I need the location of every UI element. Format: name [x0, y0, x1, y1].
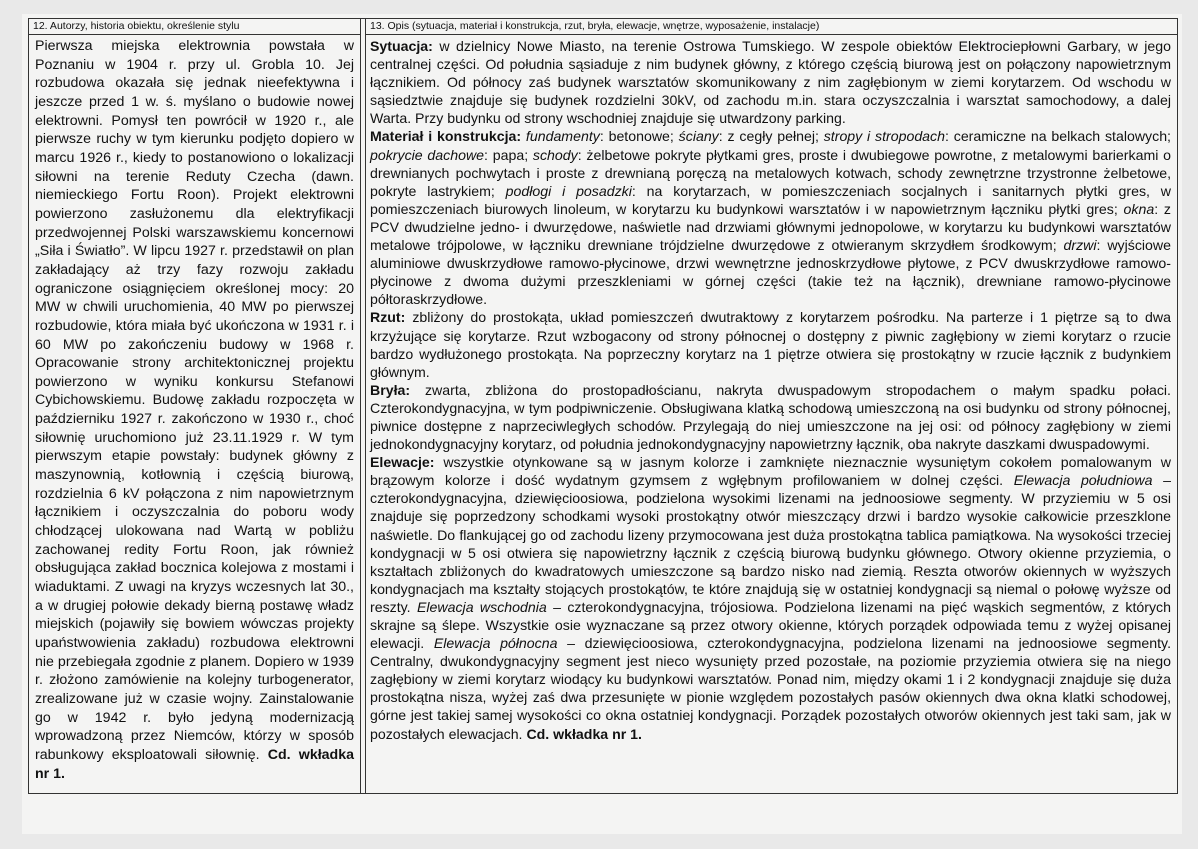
stropy-label: stropy i stropodach	[823, 128, 945, 145]
sytuacja-label: Sytuacja:	[370, 38, 433, 54]
fundamenty-label: fundamenty	[525, 128, 600, 145]
document-page	[22, 14, 1182, 834]
elewacje-label: Elewacje:	[370, 454, 435, 471]
sytuacja-text: w dzielnicy Nowe Miasto, na terenie Ostrowa Tumskiego. W zespole obiektów Elektrociepłowni Garbary, w jego centralnej części. Od południa sąsiaduje z nim budynek główny, z którego częścią biurową jest on połączony napowietrznym łącznikiem. Od północy zaś budynek warsztatów skomunikowany z nim zagłębionym w ziemi korytarzem. Od wschodu w sąsiedztwie znajduje się budynek rozdzielni 30kV, od zachodu m.in. stara oczyszczalnia i warsztat samochodowy, a dalej Warta. Przy budynku od strony wschodniej znajduje się utwardzony parking.	[370, 38, 1171, 127]
elewacje-text-3: – czterokondygnacyjna, trójosiowa. Podzielona lizenami na pięć wąskich segmentów, z których skrajne są ślepe. Wszystkie osie wyznaczane są przez otwory okienne, których porządek odpowiada temu z wyżej opisanej elewacji.	[370, 598, 1171, 652]
podlogi-text: : na korytarzach, w pomieszczeniach socjalnych i sanitarnych płytki gres, w pomieszczeniach biurowych linoleum, w korytarzu ku budynkowi warsztatów i w napowietrznym łączniku płytki gres;	[370, 182, 1171, 217]
description-header: 13. Opis (sytuacja, materiał i konstrukcja, rzut, bryła, elewacje, wnętrze, wyposażenie, instalacje)	[366, 19, 1177, 35]
description-body	[366, 35, 1177, 743]
elewacje-text-4: – dziewięcioosiowa, czterokondygnacyjna, podzielona lizenami na jednoosiowe segmenty. Centralny, dwukondygnacyjny segment jest nieco wysunięty przed pozostałe, na poziomie przyziemia otwiera się na niego zagłębiony w ziemi korytarz wiodący ku budynkowi warsztatów. Ponad nim, między okami 1 i 2 kondygnacji znajduje się duża prostokątna nisza, wyżej zaś dwa przesunięte w pionie względem pozostałych pasów okiennych dwa okna klatki schodowej, górne jest takiej samej wysokości co okna ostatniej kondygnacji. Porządek pozostałych otworów okiennych jest taki sam, jak w pozostałych elewacjach.	[370, 635, 1172, 742]
history-continuation-ref: Cd. wkładka nr 1.	[35, 746, 354, 782]
elewacje-text-1: wszystkie otynkowane są w jasnym kolorze i zamknięte nieznacznie wysuniętym cokołem pomalowanym w brązowym kolorze i dość wydatnym gzymsem z wgłębnym profilowaniem w dolnej części.	[370, 454, 1171, 489]
rzut-label: Rzut:	[370, 309, 406, 326]
history-body	[29, 35, 360, 783]
bryla-text: zwarta, zbliżona do prostopadłościanu, nakryta dwuspadowym stropodachem o małym spadku połaci. Czterokondygnacyjna, w tym podpiwniczenie. Obsługiwana klatką schodową umieszczoną na osi budynku od strony północnej, piwnice dostępne z naprzeciwległych schodów. Przylegają do niej umieszczone na jej osi: od północy zagłębiony w ziemi jednokondygnacyjny korytarz, od południa jednokondygnacyjny napowietrzny łącznik, oba nakryte daszkami dwuspadowymi.	[370, 381, 1171, 453]
section-material	[370, 127, 1171, 308]
schody-label: schody	[532, 146, 578, 163]
elewacja-poludniowa-label: Elewacja południowa	[1013, 472, 1153, 489]
section-elewacje	[370, 453, 1171, 743]
okna-text: : z PCV dwudzielne jedno- i dwurzędowe, naświetle nad drzwiami głównymi jednopolowe, w korytarzu ku budynkowi warsztatów metalowe trójpolowe, w łączniku drewniane trójdzielne dwurzędowe z otwieranym skrzydłem środkowym;	[370, 200, 1171, 254]
form-frame	[28, 18, 1178, 794]
drzwi-label: drzwi	[1063, 237, 1097, 254]
sciany-label: ściany	[678, 128, 719, 145]
drzwi-text: : wyjściowe aluminiowe dwuskrzydłowe ramowo-płycinowe, drzwi wewnętrzne jednoskrzydłowe płytowe, z PCV dwuskrzydłowe ramowo-płycinowe z dwoma dużymi przeszkleniami w górnej części (takie też na łącznik), drewniane ramowo-płycinowe półtoraskrzydłowe.	[370, 237, 1171, 308]
elewacja-wschodnia-label: Elewacja wschodnia	[416, 598, 547, 615]
section-rzut	[370, 308, 1171, 380]
fundamenty-text: : betonowe;	[599, 128, 674, 145]
description-column	[365, 19, 1177, 793]
section-bryla	[370, 381, 1171, 453]
sciany-text: : z cegły pełnej;	[718, 128, 819, 145]
history-column	[29, 19, 361, 793]
history-paragraph	[35, 37, 354, 783]
okna-label: okna	[1123, 200, 1155, 217]
podlogi-label: podłogi i posadzki	[505, 182, 632, 199]
schody-text: : żelbetowe pokryte płytkami gres, proste i dwubiegowe powrotne, z metalowymi barierkami o drewnianych pochwytach i proste z drewnianą poręczą na metalowych kotwach, schody zewnętrzne trzystronne żelbetowe, pokryte lastrykiem;	[370, 146, 1171, 199]
history-text: Pierwsza miejska elektrownia powstała w Poznaniu w 1904 r. przy ul. Grobla 10. Jej rozbudowa okazała się jednak nieefektywna i jeszcze przed 1 w. ś. myślano o budowie nowej elektrowni. Pomysł ten powrócił w 1920 r., ale pierwsze ruchy w tym kierunku podjęto dopiero w marcu 1926 r., kiedy to postanowiono o lokalizacji siłowni na terenie Reduty Czecha (dawn. niemieckiego Fortu Roon). Projekt elektrowni powierzono zasłużonemu dla elektryfikacji przedwojennej Polski warszawskiemu koncernowi „Siła i Światło”. W lipcu 1927 r. przedstawił on plan zakładający aż trzy fazy rozwoju zakładu ograniczone osiągnięciem określonej mocy: 20 MW w chwili uruchomienia, 40 MW po pierwszej rozbudowie, która miała być ukończona w 1931 r. i 60 MW po zakończeniu budowy w 1968 r. Opracowanie strony architektonicznej projektu powierzono w wyniku konkursu Stefanowi Cybichowskiemu. Budowę zakładu rozpoczęta w październiku 1927 r. zakończono w 1930 r., choć siłownię uruchomiono już 23.11.1929 r. W tym pierwszym etapie powstały: budynek główny z maszynownią, kotłownią i częścią biurową, rozdzielnia 6 kV połączona z nim napowietrznym łącznikiem i oczyszczalnia do poboru wody chłodzącej ulokowana nad Wartą w pobliżu zachowanej redity Fortu Roon, jak również obsługująca zakład bocznica kolejowa z mostami i wiaduktami. Z uwagi na kryzys wczesnych lat 30., a w drugiej połowie dekady bierną postawę władz miejskich (pojawiły się bowiem wówczas projekty upaństwowienia zakładu) rozbudowa elektrowni nie przebiegała zgodnie z planem. Dopiero w 1939 r. złożono zamówienie na kolejny turbogenerator, zrealizowane już w czasie wojny. Zainstalowanie go w 1942 r. było jedyną modernizacją wprowadzoną przez Niemców, którzy w sposób rabunkowy eksploatowali siłownię.	[35, 38, 354, 763]
elewacja-polnocna-label: Elewacja północna	[433, 635, 558, 652]
material-label: Materiał i konstrukcja:	[370, 128, 522, 145]
pokrycie-text: : papa;	[484, 146, 529, 163]
bryla-label: Bryła:	[370, 381, 411, 398]
description-continuation-ref: Cd. wkładka nr 1.	[526, 725, 642, 742]
elewacje-text-2: – czterokondygnacyjna, dziewięcioosiowa, podzielona wysokimi lizenami na jednoosiowe segmenty. W przyziemiu w 5 osi znajduje się poprzedzony schodkami wysoki prostokątny otwór mieszczący drzwi i bardzo wysokie całkowicie przeszklone naświetle. Do flankującej go od zachodu lizeny przymocowana jest duża prostokątna tablica pamiątkowa. Na wysokości trzeciej kondygnacji w 5 osi otwiera się napowietrzny łącznik z częścią biurową budynku głównego. Otwory okienne przyziemia, o kształtach zbliżonych do kwadratowych umieszczone są bardzo nisko nad ziemią. Reszta otworów okiennych w wyższych kondygnacjach ma kształty stojących prostokątów, te które znajdują się w ostatniej kondygnacji są niemal o połowę wyższe od reszty.	[370, 472, 1171, 615]
pokrycie-label: pokrycie dachowe	[370, 146, 485, 163]
section-sytuacja	[370, 37, 1171, 127]
stropy-text: : ceramiczne na belkach stalowych;	[945, 128, 1171, 145]
history-header: 12. Autorzy, historia obiektu, określenie stylu	[29, 19, 360, 35]
rzut-text: zbliżony do prostokąta, układ pomieszczeń dwutraktowy z korytarzem pośrodku. Na parterze i 1 piętrze są to dwa krzyżujące się korytarze. Rzut wzbogacony od strony północnej o dostępny z piwnic zagłębiony w ziemi korytarz o rzucie bardzo wydłużonego prostokąta. Na poprzeczny korytarz na 1 piętrze otwiera się prostokątny w rzucie łącznik z budynkiem głównym.	[370, 309, 1172, 380]
